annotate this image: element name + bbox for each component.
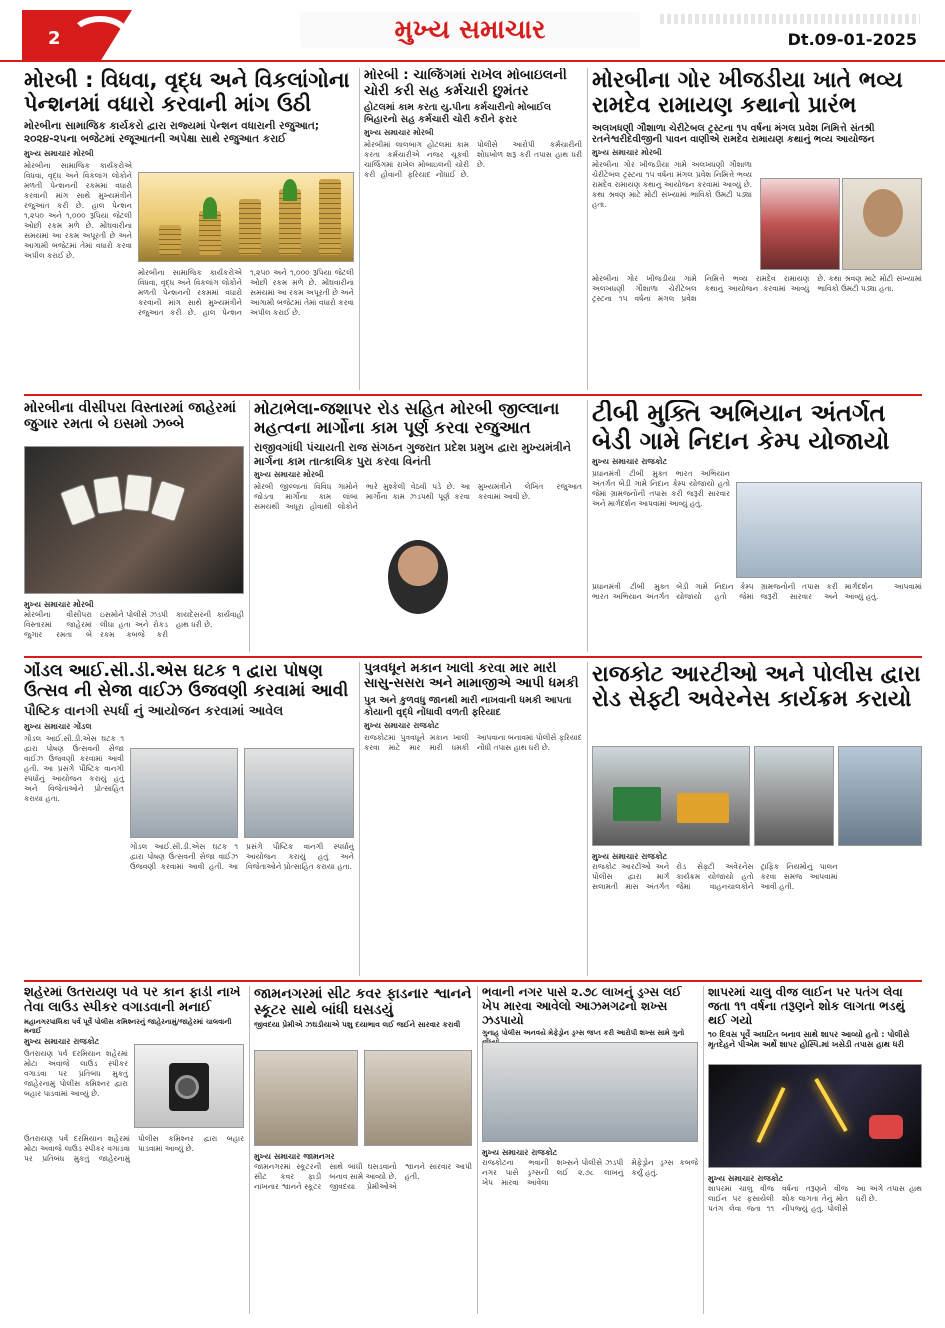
headline: મોરબી : વિધવા, વૃદ્ધ અને વિકલાંગોના પેન્શનમાં વધારો કરવાની માંગ ઉઠી [24, 68, 350, 117]
byline: મુખ્ય સમાચાર રાજકોટ [592, 457, 668, 467]
byline: મુખ્ય સમાચાર મોરબી [24, 600, 94, 609]
article-body: પ્રધાનમંત્રી ટીબી મુક્ત ભારત અભિયાન અંતર્ગત બેડી ગામે નિદાન કેમ્પ યોજાયો હતો જેમાં ગ્રામજનોની તપાસ કરી જરૂરી સારવાર અને માર્ગદર્શન આપવામાં આવ્યું હતું. [592, 469, 730, 509]
byline: મુખ્ય સમાચાર જામનગર [254, 1152, 335, 1161]
masthead-logo-arc [70, 16, 130, 56]
article-body: મોરબી જીલ્લાના વિવિધ ગામોને જોડતા માર્ગોના કામ લાંબા સમયથી અધૂરા હોવાથી લોકોને ભારે મુશ્કેલી વેઠવી પડે છે. આ માર્ગોના કામ ઝડપથી પૂર્ણ કરવા મુખ્યમંત્રીને લેખિત રજુઆત કરવામાં આવી છે. [254, 482, 582, 512]
photo-road-safety-police [838, 746, 922, 846]
page-number: 2 [48, 28, 61, 49]
subhead: મોરબીના સામાજિક કાર્યકરો દ્વારા રાજ્યમાં પેન્શન વધારાની રજુઆત; ૨૦૨૪-૨૫ના બજેટમાં રજૂઆતની અપેક્ષા સાથે રજુઆત કરાઈ [24, 120, 320, 146]
article-loudspeaker-ban [24, 986, 244, 1314]
article-ramayan-katha [592, 68, 922, 390]
photo-poshan-event [130, 748, 238, 838]
photo-police-team [482, 1042, 698, 1142]
article-body: મોરબીમાં લાલબાગ હોટલમાં કામ કરતા કર્મચારીએ નજર ચૂકવી ચાર્જિંગમાં રાખેલ મોબાઇલની ચોરી કરી હોવાની ફરિયાદ નોંધાઈ છે. પોલીસે આરોપી કર્મચારીની શોધખોળ શરૂ કરી તપાસ હાથ ધરી છે. [364, 139, 582, 179]
article-road-safety [592, 662, 922, 976]
headline: ટીબી મુક્તિ અભિયાન અંતર્ગત બેડી ગામે નિદાન કેમ્પ યોજાયો [592, 400, 890, 455]
subhead: ૧૦ દિવસ પૂર્વે અઘટિત બનાવ સાથે શાપર આવ્યો હતો : પોલીસે મૃતદેહને પીએમ અર્થે શાપર હોસ્પિ.માં ખસેડી તપાસ હાથ ધરી [708, 1030, 910, 1050]
photo-portrait [386, 538, 450, 616]
byline: મુખ્ય સમાચાર મોરબી [364, 127, 434, 137]
photo-coins-plants [138, 172, 354, 262]
subhead: અલખધણી ગૌશાળા ચેરીટેબલ ટ્રસ્ટના ૧૫ વર્ષના મંગલ પ્રવેશ નિમિત્તે સંતશ્રી રતનેશ્વરીદેવીજીની પાવન વાણીએ રામદેવ રામાયણ કથાનું ભવ્ય આયોજન [592, 122, 875, 146]
photo-saint [842, 178, 922, 270]
article-dog-scooter [254, 986, 472, 1314]
masthead [0, 0, 945, 62]
article-body: જામનગરમાં સ્કૂટરની સીટ કવર ફાડી નાખનાર શ્વાનને સ્કૂટર સાથે બાંધી ઘસડવાનો બનાવ સામે આવ્યો છે. જીવદયા પ્રેમીઓએ શ્વાનને સારવાર આપી હતી. [254, 1162, 472, 1191]
byline: મુખ્ય સમાચાર મોરબી [254, 470, 324, 480]
byline: મુખ્ય સમાચાર રાજકોટ [708, 1174, 784, 1183]
article-body: મોરબીના ગોર ખીજડીયા ગામે અલખધણી ગૌશાળા ચેરીટેબલ ટ્રસ્ટના ૧૫ વર્ષના મંગલ પ્રવેશ નિમિત્તે ભવ્ય રામદેવ રામાયણ કથાનું આયોજન કરવામાં આવ્યું છે. કથા શ્રવણ માટે મોટી સંખ્યામાં ભાવિકો ઉમટી પડ્યા હતા. [592, 160, 752, 210]
byline: મુખ્ય સમાચાર રાજકોટ [364, 720, 440, 730]
article-tb-camp [592, 400, 922, 652]
photo-road-safety-stickers [754, 746, 834, 846]
headline: શાપરમાં ચાલુ વીજ લાઈન પર પતંગ લેવા જતા ૧૧ વર્ષના તરૂણને શોક લાગતા ભડથું થઈ ગયો [708, 986, 905, 1027]
newspaper-title: મુખ્ય સમાચાર [300, 12, 640, 48]
headline: ભવાની નગર પાસે ૨.૭૮ લાખનું ડ્રગ્સ લઈ ખેપ મારવા આવેલો આઝમગઢનો શખ્સ ઝડપાયો [482, 986, 682, 1027]
article-roads [254, 400, 582, 652]
subhead: રાજીવગાંધી પંચાયતી રાજ સંગઠન ગુજરાત પ્રદેશ પ્રમુખ દ્વારા મુખ્યમંત્રીને માર્ગના કામ તાત્કાલિક પુરા કરવા વિનંતી [254, 440, 571, 468]
subhead: પુત્ર અને કુળવધુ જાનથી મારી નાખવાની ધમકી આપતા કોયાની વૃદ્ધે નોંધાવી વળતી ફરિયાદ [364, 694, 572, 718]
photo-electric-spark [708, 1064, 922, 1168]
byline: મુખ્ય સમાચાર મોરબી [592, 148, 662, 158]
issue-date: Dt.09-01-2025 [787, 30, 917, 49]
photo-playing-cards [24, 446, 244, 594]
photo-scooter-dog [254, 1050, 358, 1146]
headline: મોરબીના ગોર ખીજડીયા ખાતે ભવ્ય રામદેવ રામાયણ કથાનો પ્રારંભ [592, 68, 903, 119]
article-body-continued: મોરબીના સામાજિક કાર્યકરોએ વિધવા, વૃદ્ધ અને વિકલાંગ લોકોને મળતી પેન્શનની રકમમાં વધારો કરવાની માંગ સાથે મુખ્યમંત્રીને રજુઆત કરી છે. હાલ પેન્શન ૧,૨૫૦ અને ૧,૦૦૦ રૂપિયા જેટલી ઓછી રકમ મળે છે. મોંઘવારીના સમયમાં આ રકમ અપૂરતી છે અને આગામી બજેટમાં તેમાં વધારો કરવા અપીલ કરાઈ છે. [138, 268, 354, 317]
byline: મુખ્ય સમાચાર રાજકોટ [592, 852, 668, 861]
headline: રાજકોટ આરટીઓ અને પોલીસ દ્વારા રોડ સેફ્ટી અવેરનેસ કાર્યક્રમ કરાયો [592, 662, 921, 713]
headline: શહેરમાં ઉતરાયણ પર્વ પર કાન ફાડી નાખે તેવા લાઉડ સ્પીકર વગાડવાની મનાઈ [24, 986, 241, 1015]
article-kite-electrocution [708, 986, 922, 1314]
photo-poshan-dishes [244, 748, 354, 838]
article-body: ગોંડલ આઈ.સી.ડી.એસ ઘટક ૧ દ્વારા પોષણ ઉત્સવની સેજા વાઈઝ ઉજવણી કરવામાં આવી હતી. આ પ્રસંગે પૌષ્ટિક વાનગી સ્પર્ધાનું આયોજન કરાયું હતું અને વિજેતાઓને પ્રોત્સાહિત કરાયા હતા. [24, 734, 124, 804]
subhead: હોટલમાં કામ કરતા યુ.પીના કર્મચારીનો મોબાઈલ બિહારનો સહ કર્મચારી ચોરી કરીને ફરાર [364, 102, 552, 125]
photo-medical-camp [736, 482, 922, 578]
article-mobile-theft [364, 68, 582, 390]
article-body: રાજકોટના ભવાની નગર પાસે ડ્રગ્સની ખેપ મારવા આવેલા શખ્સને પોલીસે ઝડપી લઈ ૨.૭૮ લાખનું મેફેડ્રોન ડ્રગ્સ કબજે કર્યું હતું. [482, 1158, 698, 1187]
subhead: જીવદયા પ્રેમીએ ઝઘડીયાએ પશુ દયાભાવ લઈ જઈને સારવાર કરાવી [254, 1020, 461, 1030]
headline: મોરબી : ચાર્જિંગમાં રાખેલ મોબાઇલની ચોરી કરી સહ કર્મચારી છુમંતર [364, 68, 567, 99]
article-drugs-arrest [482, 986, 698, 1314]
subhead: ગુનાહ પોલીસ અનવયે મેફેડ્રોન ડ્રગ્સ જપ્ત કરી આરોપી શખ્સ સામે ગુનો [482, 1029, 685, 1038]
article-body: રાજકોટમાં પુત્રવધૂને મકાન ખાલી કરવા માટે માર મારી ધમકી આપવાના બનાવમાં પોલીસે ફરિયાદ નોંધી તપાસ હાથ ધરી છે. [364, 732, 582, 752]
headline: ગોંડલ આઈ.સી.ડી.એસ ઘટક ૧ દ્વારા પોષણ ઉત્સવ ની સેજા વાઈઝ ઉજવણી કરવામાં આવી [24, 662, 349, 701]
headline: મોટાભેલા-જશાપર રોડ સહિત મોરબી જીલ્લાના મહત્વના માર્ગોના કામ પૂર્ણ કરવા રજુઆત [254, 400, 560, 437]
article-pension [24, 68, 354, 390]
photo-dog-rescue [364, 1050, 472, 1146]
subhead: મહાનગરપાલિકા પર્વ પૂર્વે પોલીસ કમિશ્નરનું જાહેરનામું/જાહેરમાં ચાલવાની મનાઈ [24, 1017, 232, 1035]
headline: મોરબીના વીસીપરા વિસ્તારમાં જાહેરમાં જુગાર રમતા બે ઇસમો ઝબ્બે [24, 400, 237, 433]
article-body-continued: પ્રધાનમંત્રી ટીબી મુક્ત ભારત અભિયાન અંતર્ગત બેડી ગામે નિદાન કેમ્પ યોજાયો હતો જેમાં ગ્રામજનોની તપાસ કરી જરૂરી સારવાર અને માર્ગદર્શન આપવામાં આવ્યું હતું. [592, 582, 922, 601]
byline: મુખ્ય સમાચાર રાજકોટ [482, 1148, 558, 1157]
masthead-stripe [660, 14, 920, 24]
article-body: રાજકોટ આરટીઓ અને પોલીસ દ્વારા માર્ગ સલામતી માસ અંતર્ગત રોડ સેફ્ટી અવેરનેસ કાર્યક્રમ યોજાયો હતો જેમાં વાહનચાલકોને ટ્રાફિક નિયમોનું પાલન કરવા સમજ આપવામાં આવી હતી. [592, 862, 838, 891]
article-body-continued: મોરબીના ગોર ખીજડીયા ગામે અલખધણી ગૌશાળા ચેરીટેબલ ટ્રસ્ટના ૧૫ વર્ષના મંગલ પ્રવેશ નિમિત્તે ભવ્ય રામદેવ રામાયણ કથાનું આયોજન કરવામાં આવ્યું છે. કથા શ્રવણ માટે મોટી સંખ્યામાં ભાવિકો ઉમટી પડ્યા હતા. [592, 274, 922, 303]
subhead: પૌષ્ટિક વાનગી સ્પર્ધા નું આયોજન કરવામાં આવેલ [24, 704, 284, 720]
byline: મુખ્ય સમાચાર મોરબી [24, 148, 94, 158]
headline: જામનગરમાં સીટ કવર ફાડનાર શ્વાનને સ્કૂટર સાથે બાંધી ઘસડયું [254, 986, 472, 1019]
article-body: મોરબીના વીસીપરા વિસ્તારમાં જાહેરમાં જુગાર રમતા બે ઇસમોને પોલીસે ઝડપી લીધા હતા અને રોકડ રકમ કબજે કરી કાયદેસરની કાર્યવાહી હાથ ધરી છે. [24, 610, 244, 639]
article-body: મોરબીના સામાજિક કાર્યકરોએ વિધવા, વૃદ્ધ અને વિકલાંગ લોકોને મળતી પેન્શનની રકમમાં વધારો કરવાની માંગ સાથે મુખ્યમંત્રીને રજુઆત કરી છે. હાલ પેન્શન ૧,૨૫૦ અને ૧,૦૦૦ રૂપિયા જેટલી ઓછી રકમ મળે છે. મોંઘવારીના સમયમાં આ રકમ અપૂરતી છે અને આગામી બજેટમાં તેમાં વધારો કરવા અપીલ કરાઈ છે. [24, 160, 132, 260]
article-gondal-poshan [24, 662, 354, 976]
article-house-dispute [364, 662, 582, 976]
photo-loudspeaker [134, 1044, 244, 1128]
headline: પુત્રવધૂને મકાન ખાલી કરવા માર મારી સાસુ-સસરા અને મામાજીએ આપી ધમકી [364, 662, 579, 691]
byline: મુખ્ય સમાચાર રાજકોટ [24, 1037, 100, 1047]
byline: મુખ્ય સમાચાર ગોંડલ [24, 722, 92, 732]
photo-temple [760, 178, 840, 270]
article-gambling [24, 400, 244, 652]
photo-road-safety-trucks [592, 746, 750, 846]
article-body: શાપરમાં ચાલુ વીજ લાઈન પર ફસાયેલી પતંગ લેવા જતા ૧૧ વર્ષના તરૂણને વીજ શોક લાગતા તેનું મોત નીપજ્યું હતું. પોલીસે આ અંગે તપાસ હાથ ધરી છે. [708, 1184, 922, 1213]
article-body: ઉતરાયણ પર્વ દરમિયાન શહેરમાં મોટા અવાજે લાઉડ સ્પીકર વગાડવા પર પ્રતિબંધ મુકતું જાહેરનામું પોલીસ કમિશ્નર દ્વારા બહાર પાડવામાં આવ્યું છે. [24, 1049, 128, 1099]
article-body-continued: ગોંડલ આઈ.સી.ડી.એસ ઘટક ૧ દ્વારા પોષણ ઉત્સવની સેજા વાઈઝ ઉજવણી કરવામાં આવી હતી. આ પ્રસંગે પૌષ્ટિક વાનગી સ્પર્ધાનું આયોજન કરાયું હતું અને વિજેતાઓને પ્રોત્સાહિત કરાયા હતા. [130, 842, 354, 871]
article-body-continued: ઉતરાયણ પર્વ દરમિયાન શહેરમાં મોટા અવાજે લાઉડ સ્પીકર વગાડવા પર પ્રતિબંધ મુકતું જાહેરનામું પોલીસ કમિશ્નર દ્વારા બહાર પાડવામાં આવ્યું છે. [24, 1134, 244, 1163]
